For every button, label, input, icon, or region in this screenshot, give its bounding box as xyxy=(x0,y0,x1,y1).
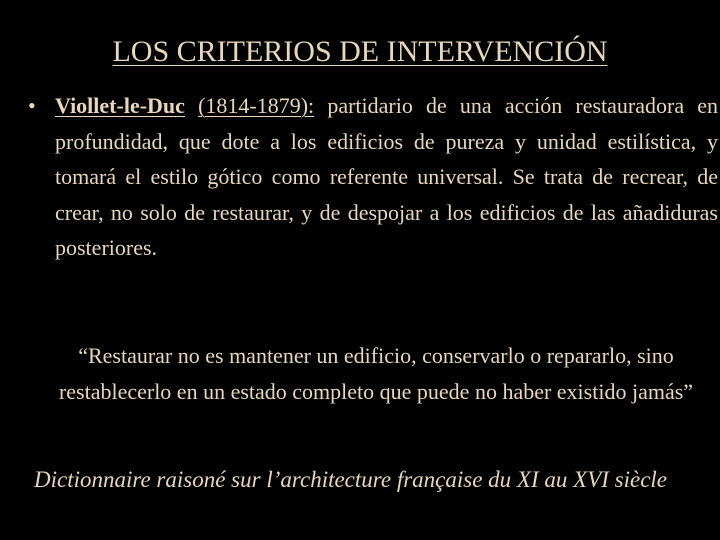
slide-title: LOS CRITERIOS DE INTERVENCIÓN xyxy=(112,35,608,68)
author-dates: (1814-1879): xyxy=(198,93,315,118)
quote-source: Dictionnaire raisoné sur l’architecture française du XI au XVI siècle xyxy=(34,467,668,492)
bullet-body: partidario de una acción restauradora en profundidad, que dote a los edificios de pureza y unidad estilística, y tomará el estilo gótico como referente universal. Se trata de recrear, de crear, no solo de restaurar, y de despojar a los edificios de las añadiduras posteriores. xyxy=(55,93,718,260)
author-name: Viollet-le-Duc xyxy=(55,93,185,118)
quote: “Restaurar no es mantener un edificio, conservarlo o repararlo, sino restablecerlo en un estado completo que puede no haber existido jamás” xyxy=(58,343,694,404)
bullet-icon: • xyxy=(28,93,36,118)
bullet-text xyxy=(55,88,718,266)
